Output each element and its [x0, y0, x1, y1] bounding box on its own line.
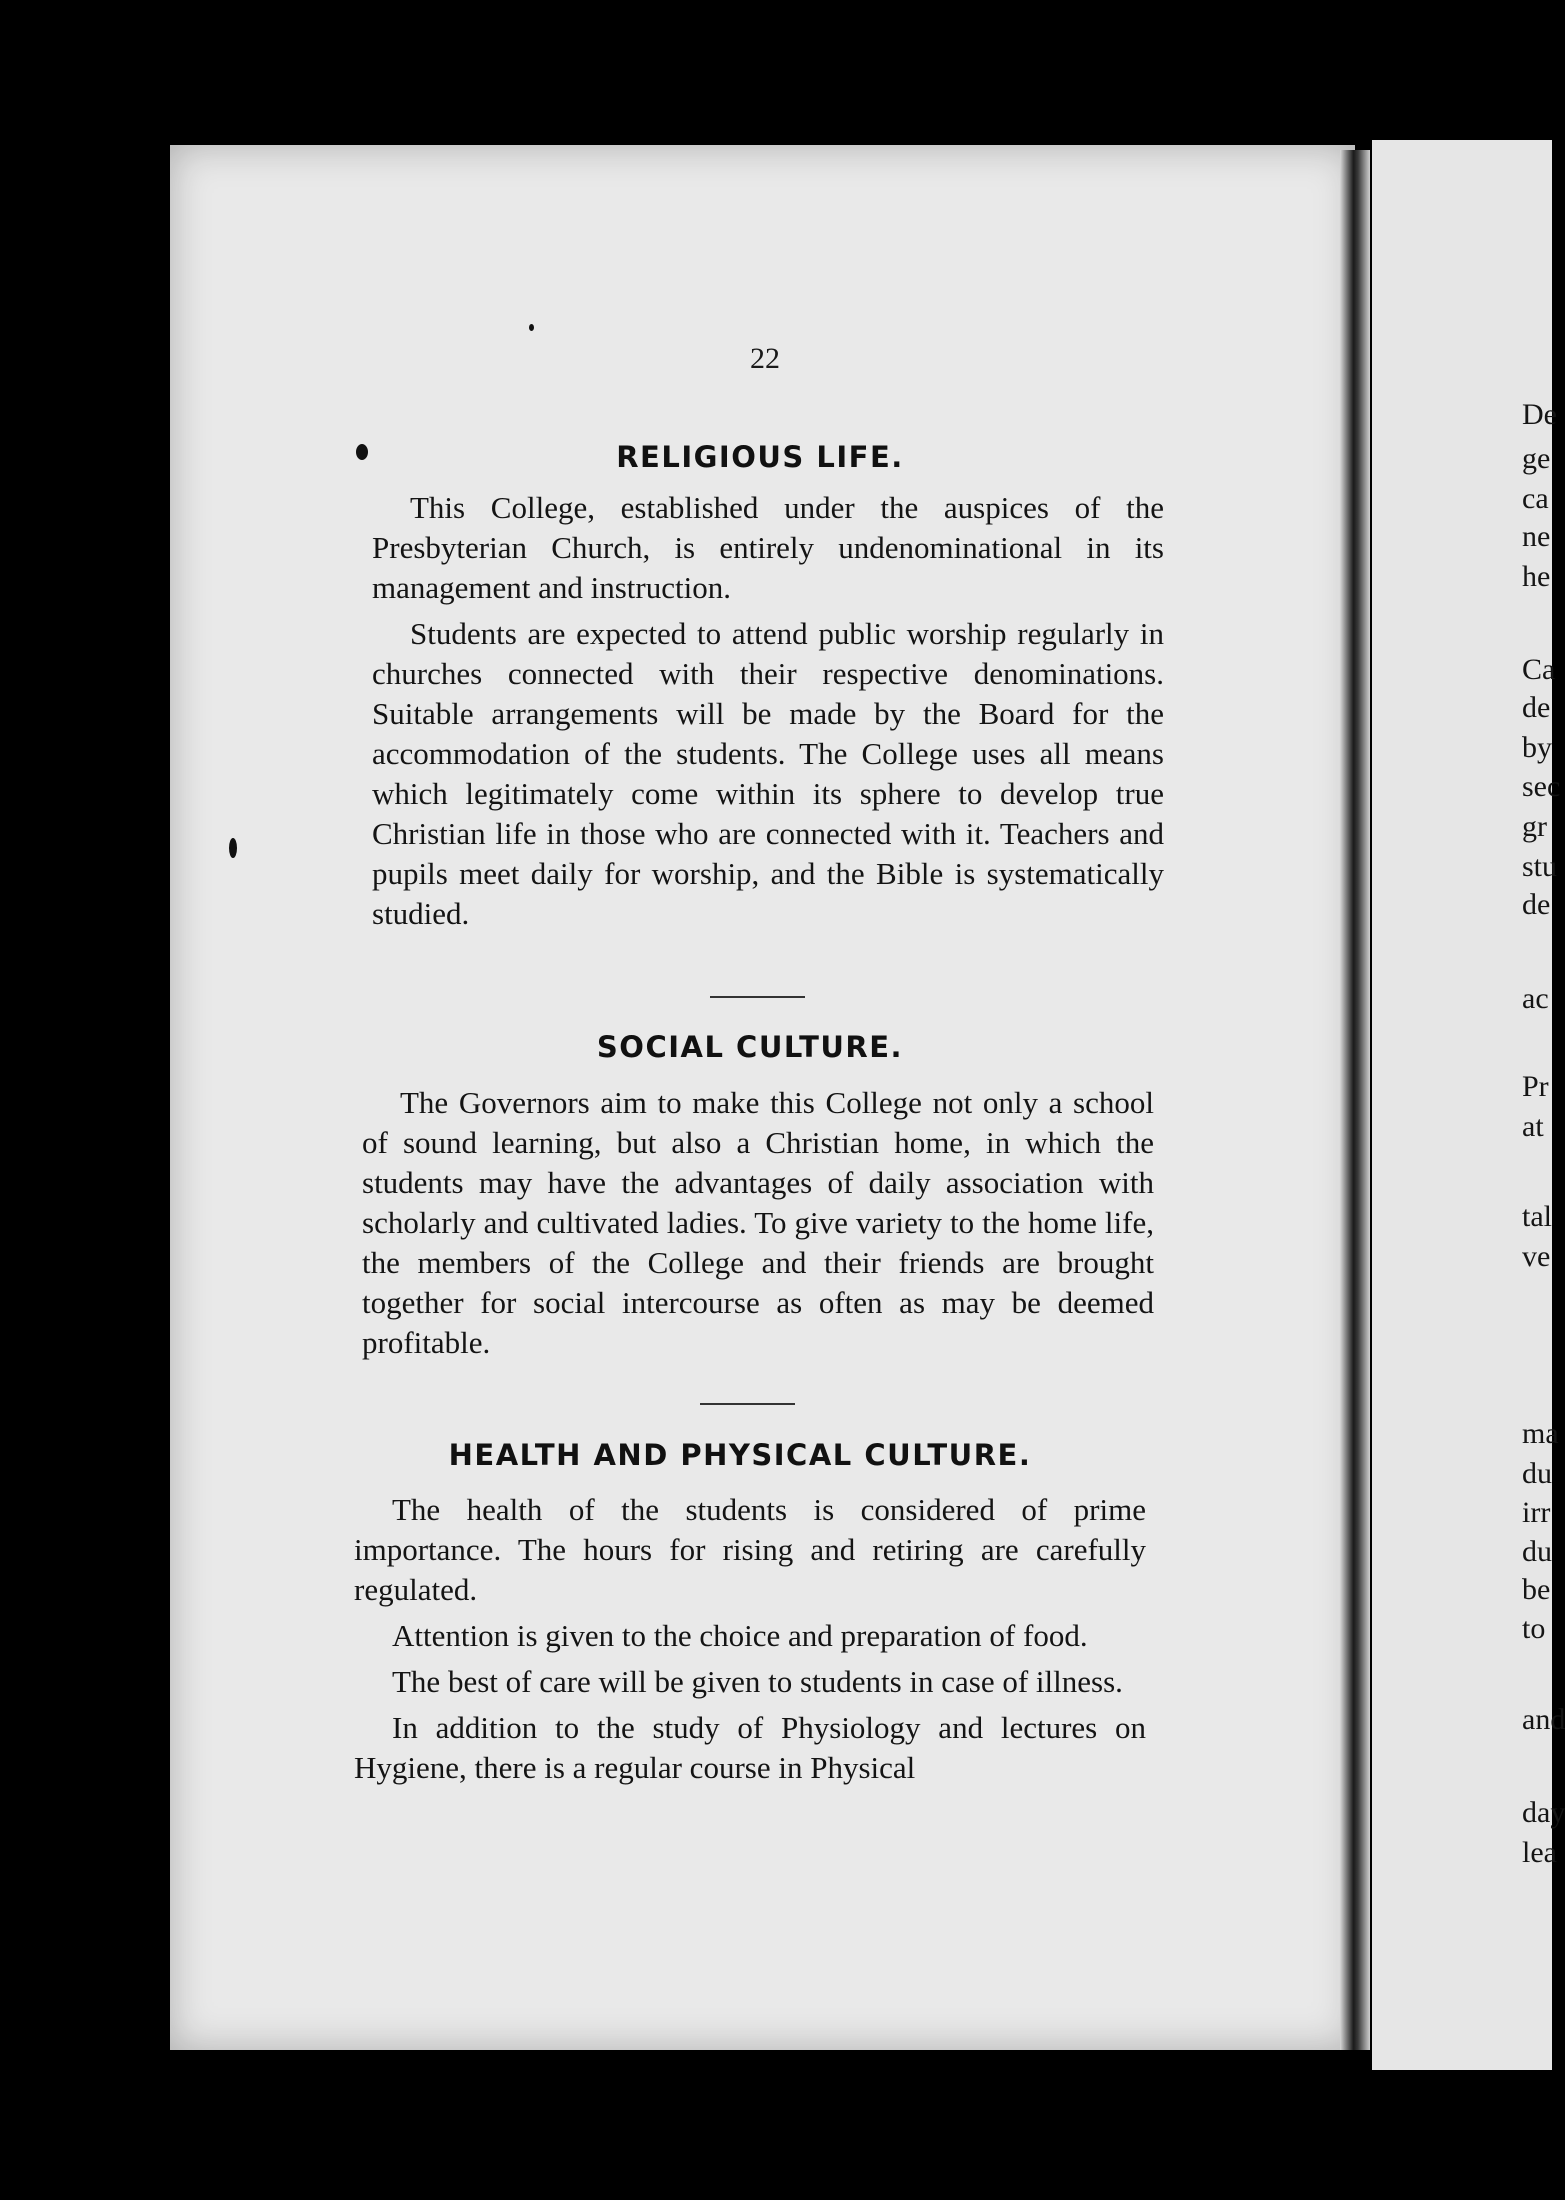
facing-line-fragment: day — [1522, 1796, 1565, 1829]
facing-line-fragment: du — [1522, 1535, 1552, 1568]
facing-line-fragment: gr — [1522, 810, 1547, 843]
facing-line-fragment: ne — [1522, 520, 1551, 553]
facing-line-fragment: and — [1522, 1703, 1565, 1736]
facing-line-fragment: De — [1522, 398, 1557, 431]
facing-line-fragment: de — [1522, 691, 1551, 724]
facing-line-fragment: lea — [1522, 1836, 1557, 1869]
facing-line-fragment: irr — [1522, 1496, 1551, 1529]
facing-line-fragment: du — [1522, 1457, 1552, 1490]
facing-line-fragment: sec — [1522, 770, 1561, 803]
facing-line-fragment: to — [1522, 1612, 1546, 1645]
page-number: 22 — [750, 342, 780, 375]
facing-line-fragment: tal — [1522, 1200, 1552, 1233]
facing-line-fragment: he — [1522, 560, 1551, 593]
facing-line-fragment: ac — [1522, 982, 1549, 1015]
paragraph: The health of the students is considered of prime importance. The hours for rising and retiring are carefully regulated. — [354, 1492, 1146, 1607]
paragraph: The best of care will be given to students in case of illness. — [392, 1664, 1123, 1699]
ink-speck — [529, 324, 534, 331]
paragraph: This College, established under the auspices of the Presbyterian Church, is entirely undenominational in its management and instruction. — [372, 490, 1164, 605]
facing-line-fragment: ve — [1522, 1240, 1551, 1273]
facing-line-fragment: stu — [1522, 850, 1558, 883]
section-heading-social-culture: SOCIAL CULTURE. — [596, 1030, 904, 1064]
facing-line-fragment: ca — [1522, 482, 1549, 515]
section-heading-religious-life: RELIGIOUS LIFE. — [616, 440, 904, 474]
section-heading-health-physical-culture: HEALTH AND PHYSICAL CULTURE. — [448, 1438, 1032, 1472]
facing-line-fragment: Ca — [1522, 653, 1556, 686]
paragraph: In addition to the study of Physiology and lectures on Hygiene, there is a regular course in Physical — [354, 1710, 1146, 1785]
book-gutter — [1340, 150, 1370, 2050]
facing-line-fragment: Pr — [1522, 1070, 1549, 1103]
facing-line-fragment: by — [1522, 731, 1552, 764]
paragraph: Attention is given to the choice and preparation of food. — [392, 1618, 1088, 1653]
facing-line-fragment: be — [1522, 1573, 1551, 1606]
section-body-religious-life — [372, 488, 1164, 940]
facing-line-fragment: de — [1522, 888, 1551, 921]
section-divider — [710, 996, 805, 998]
paragraph: The Governors aim to make this College not only a school of sound learning, but also a Christian home, in which the students may have the advantages of daily association with scholarly and cultivated ladies. To give variety to the home life, the members of the College and their friends are brought together for social intercourse as often as may be deemed profitable. — [362, 1085, 1154, 1360]
section-body-social-culture — [362, 1083, 1154, 1369]
facing-line-fragment: ma — [1522, 1417, 1559, 1450]
section-body-health-physical-culture — [354, 1490, 1146, 1794]
paragraph: Students are expected to attend public worship regularly in churches connected with their respective denominations. Suitable arrangements will be made by the Board for the accommodation of the students. The College uses all means which legitimately come within its sphere to develop true Christian life in those who are connected with it. Teachers and pupils meet daily for worship, and the Bible is systematically studied. — [372, 616, 1164, 931]
facing-line-fragment: at — [1522, 1110, 1544, 1143]
ink-speck — [229, 838, 237, 858]
facing-line-fragment: ge — [1522, 442, 1551, 475]
section-divider — [700, 1403, 795, 1405]
facing-page — [1372, 140, 1565, 2070]
